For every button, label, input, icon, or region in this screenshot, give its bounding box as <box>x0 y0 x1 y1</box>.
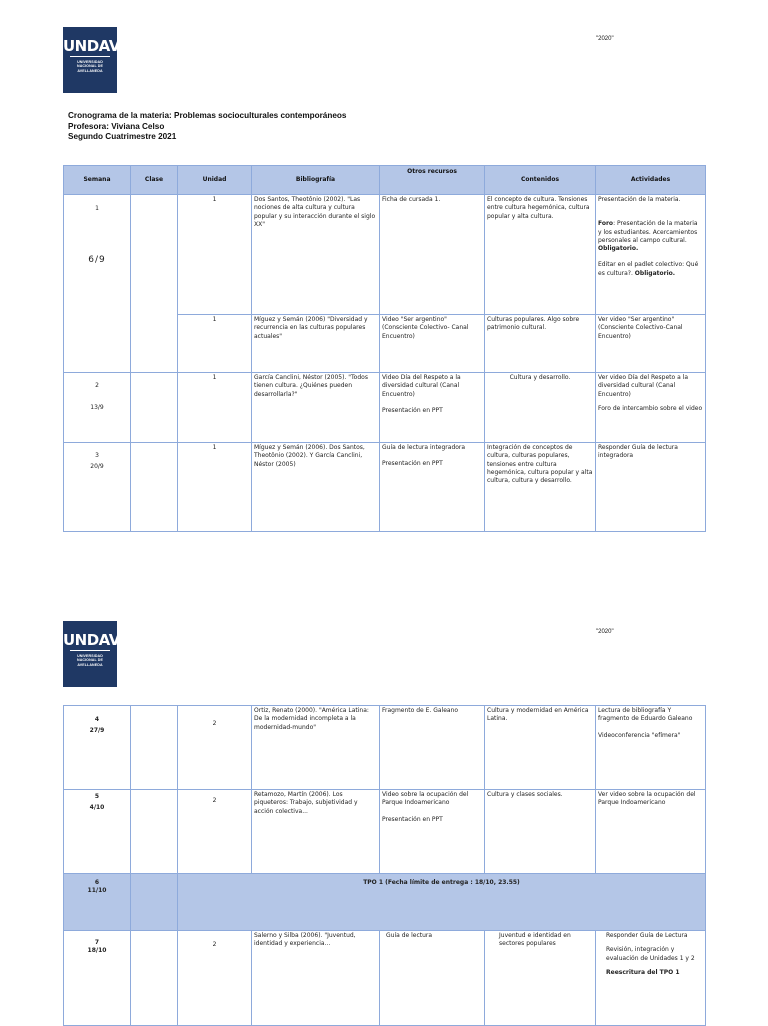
week-date: 4/10 <box>89 804 105 812</box>
content-cell: Juventud e identidad en sectores populares <box>485 931 596 1026</box>
year-label: "2020" <box>596 36 614 42</box>
resource-2: Presentación en PPT <box>382 406 443 414</box>
logo-mark: UNDAV <box>63 37 120 55</box>
unit-cell: 2 <box>178 706 252 790</box>
unit-cell: 1 <box>178 315 252 373</box>
resources-cell: Fragmento de E. Galeano <box>380 706 485 790</box>
logo-line-3: AVELLANEDA <box>77 68 103 73</box>
week-cell <box>64 373 131 443</box>
logo-line-1: UNIVERSIDAD <box>77 654 103 658</box>
content-cell: Cultura y modernidad en América Latina. <box>485 706 596 790</box>
resources-cell <box>380 443 485 532</box>
bib-cell: Míguez y Semán (2006) "Diversidad y recurrencia en las culturas populares actuales" <box>252 315 380 373</box>
week-date: 27/9 <box>89 727 105 735</box>
resource-1: Video Día del Respeto a la diversidad cultural (Canal Encuentro) <box>382 374 461 398</box>
bib-cell: Ortiz, Renato (2000). "América Latina: De la modernidad incompleta a la modernidad-mundo" <box>252 706 380 790</box>
class-cell <box>131 195 178 373</box>
table-row <box>64 790 706 874</box>
activity-2: Revisión, integración y evaluación de Unidades 1 y 2 <box>606 946 695 962</box>
week-date: 20/9 <box>90 463 104 471</box>
col-unidad: Unidad <box>178 166 252 195</box>
unit-cell: 1 <box>178 195 252 315</box>
activities-cell: Responder Guía de lectura integradora <box>596 443 706 532</box>
unit-cell: 2 <box>178 931 252 1026</box>
activities-cell: Ver video "Ser argentino" (Consciente Colectivo-Canal Encuentro) <box>596 315 706 373</box>
bib-cell: Míguez y Semán (2006). Dos Santos, Theotônio (2002). Y García Canclini, Néstor (2005) <box>252 443 380 532</box>
week-cell <box>64 706 131 790</box>
week-cell <box>64 443 131 532</box>
activities-cell <box>596 195 706 315</box>
week-number: 3 <box>95 452 99 459</box>
table-row <box>64 931 706 1026</box>
undav-logo-page-2 <box>63 621 120 687</box>
resource-1: Video sobre la ocupación del Parque Indoamericano <box>382 791 469 807</box>
activities-cell <box>596 373 706 443</box>
week-number: 7 <box>94 939 100 946</box>
activities-cell <box>596 931 706 1026</box>
week-number: 6 <box>94 879 100 886</box>
course-title: Cronograma de la materia: Problemas socioculturales contemporáneos <box>68 111 347 120</box>
activity-3: Reescritura del TPO 1 <box>606 968 680 976</box>
week-number: 5 <box>94 793 100 800</box>
week-date: 18/10 <box>87 947 107 955</box>
logo-line-2: NACIONAL DE <box>77 64 103 69</box>
class-cell <box>131 874 178 931</box>
resources-cell <box>380 790 485 874</box>
bib-cell: Dos Santos, Theotônio (2002). "Las nociones de alta cultura y cultura popular y su interacción durante el siglo XX" <box>252 195 380 315</box>
week-number: 2 <box>95 382 99 389</box>
document-heading <box>68 111 346 143</box>
bib-cell: Retamozo, Martín (2006). Los piqueteros: Trabajo, subjetividad y acción colectiva... <box>252 790 380 874</box>
content-cell: Cultura y clases sociales. <box>485 790 596 874</box>
content-cell: Culturas populares. Algo sobre patrimonio cultural. <box>485 315 596 373</box>
activities-cell: Ver video sobre la ocupación del Parque Indoamericano <box>596 790 706 874</box>
table-row <box>64 195 706 315</box>
table-row <box>64 373 706 443</box>
activities-cell <box>596 706 706 790</box>
undav-logo <box>63 27 120 93</box>
logo-line-3: AVELLANEDA <box>77 662 103 667</box>
resource-2: Presentación en PPT <box>382 815 443 823</box>
activity-1: Presentación de la materia. <box>598 196 681 203</box>
year-label-page-2: "2020" <box>596 629 614 635</box>
week-cell <box>64 931 131 1026</box>
week-number: 4 <box>94 716 100 723</box>
content-cell: Integración de conceptos de cultura, culturas populares, tensiones entre cultura hegemónica, cultura popular y alta cultura, cultura y desarrollo. <box>485 443 596 532</box>
col-otros-recursos: Otros recursos <box>380 166 485 195</box>
col-bibliografia: Bibliografía <box>252 166 380 195</box>
resources-cell: Ficha de cursada 1. <box>380 195 485 315</box>
activity-2: Foro de intercambio sobre el video <box>598 404 703 412</box>
col-contenidos: Contenidos <box>485 166 596 195</box>
bib-cell: Salerno y Silba (2006). "Juventud, identidad y experiencia... <box>252 931 380 1026</box>
resources-cell <box>380 373 485 443</box>
activity-2: Videoconferencia "efímera" <box>598 731 681 739</box>
resources-cell: Guía de lectura <box>380 931 485 1026</box>
resource-2: Presentación en PPT <box>382 460 443 468</box>
class-cell <box>131 706 178 790</box>
schedule-table-page-1 <box>63 165 706 532</box>
table-row-tpo <box>64 874 706 931</box>
professor: Profesora: Viviana Celso <box>68 121 165 131</box>
class-cell <box>131 790 178 874</box>
week-date: 11/10 <box>87 887 107 895</box>
unit-cell: 1 <box>178 373 252 443</box>
week-cell <box>64 874 131 931</box>
content-cell: Cultura y desarrollo. <box>485 373 596 443</box>
class-cell <box>131 931 178 1026</box>
logo-mark: UNDAV <box>63 631 120 649</box>
logo-line-1: UNIVERSIDAD <box>77 60 103 64</box>
class-cell <box>131 373 178 443</box>
resources-cell: Video "Ser argentino" (Consciente Colectivo- Canal Encuentro) <box>380 315 485 373</box>
tpo-banner: TPO 1 (Fecha límite de entrega : 18/10, 23.55) <box>178 874 706 931</box>
activity-1: Responder Guía de Lectura <box>606 932 688 939</box>
week-number: 1 <box>95 205 99 212</box>
class-cell <box>131 443 178 532</box>
activity-1: Ver video Día del Respeto a la diversidad cultural (Canal Encuentro) <box>598 374 689 398</box>
week-cell <box>64 195 131 373</box>
week-date: 6/9 <box>88 255 106 266</box>
col-clase: Clase <box>131 166 178 195</box>
unit-cell: 2 <box>178 790 252 874</box>
table-row <box>64 706 706 790</box>
col-actividades: Actividades <box>596 166 706 195</box>
activity-1: Lectura de bibliografía Y fragmento de Eduardo Galeano <box>598 707 693 723</box>
col-semana: Semana <box>64 166 131 195</box>
resource-1: Guía de lectura integradora <box>382 444 466 451</box>
semester: Segundo Cuatrimestre 2021 <box>68 132 177 141</box>
unit-cell: 1 <box>178 443 252 532</box>
week-date: 13/9 <box>90 404 104 412</box>
schedule-table-page-2 <box>63 705 706 1026</box>
week-cell <box>64 790 131 874</box>
table-row <box>64 443 706 532</box>
logo-line-2: NACIONAL DE <box>77 658 103 663</box>
activity-2: Foro: Presentación de la materia y los estudiantes. Acercamientos personales al campo cultural. Obligatorio. <box>598 220 698 253</box>
bib-cell: García Canclini, Néstor (2005). "Todos tienen cultura. ¿Quiénes pueden desarrollarla?" <box>252 373 380 443</box>
activity-3: Editar en el padlet colectivo: Qué es cultura?. Obligatorio. <box>598 261 699 277</box>
content-cell: El concepto de cultura. Tensiones entre cultura hegemónica, cultura popular y alta cultura. <box>485 195 596 315</box>
